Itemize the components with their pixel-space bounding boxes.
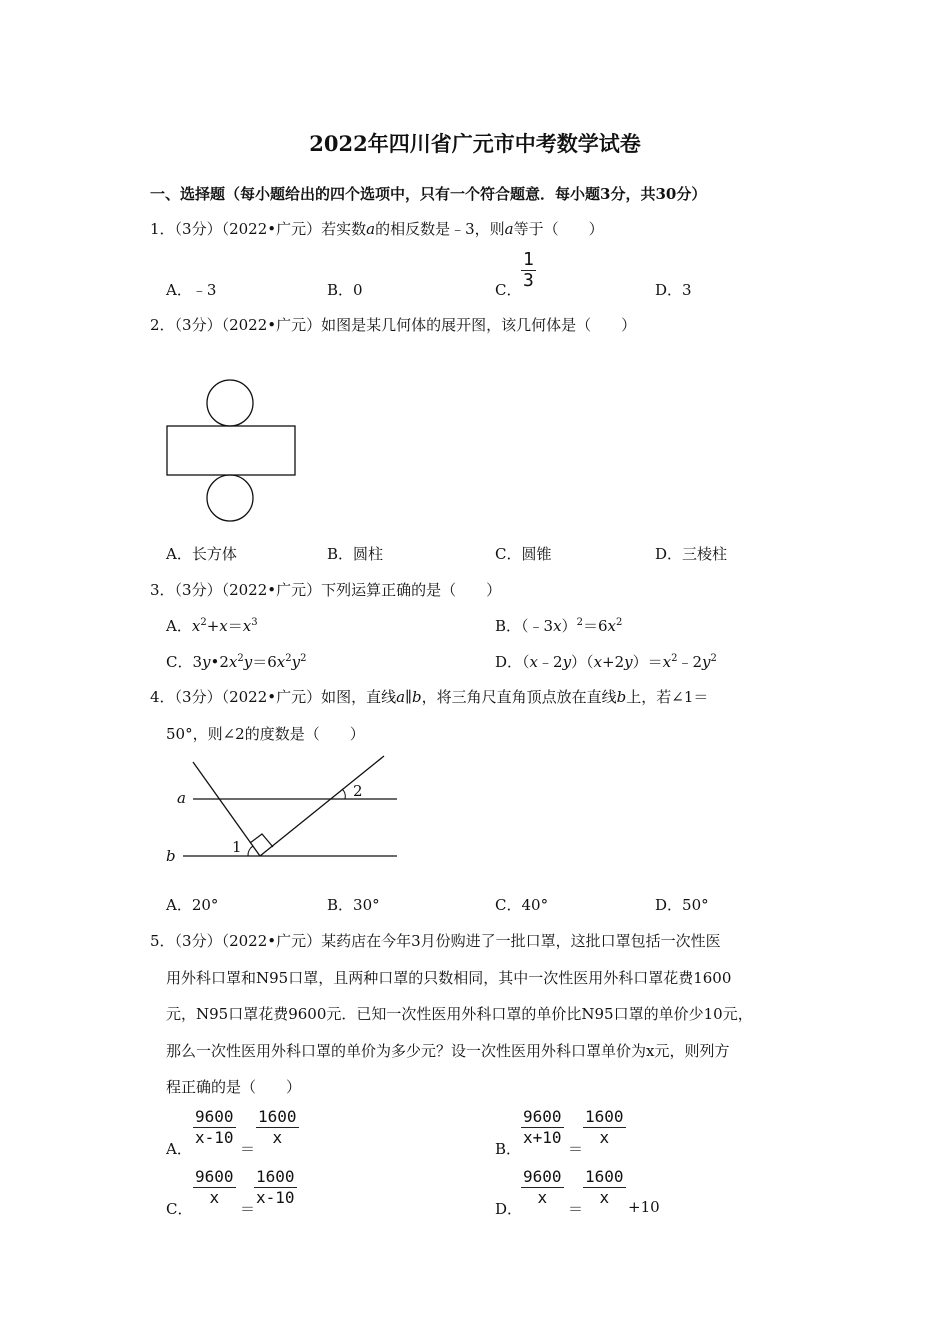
q3-option-a: A．$x^2+x=x^3$ [166,617,258,635]
fraction-denominator: x [537,1188,548,1207]
q2-option-d: D．三棱柱 [655,545,728,563]
fraction-numerator: 9600 [195,1167,234,1186]
q4-option-d: D．50° [655,896,709,914]
q5-a-left-fraction [193,1107,236,1148]
label-angle-2: 2 [353,782,363,800]
q2-option-a: A．长方体 [166,545,237,563]
q1-text: 若实数 [321,220,367,238]
q5-text-line2: 用外科口罩和N95口罩，且两种口罩的只数相同，其中一次性医用外科口罩花费1600 [166,969,732,987]
fraction-numerator: 1600 [585,1107,624,1126]
q5-d-left-fraction [521,1167,564,1208]
plus-ten: +10 [628,1198,660,1216]
fraction-numerator: 1 [523,249,534,270]
q1-var: a [366,220,376,238]
label-angle-1: 1 [232,838,242,856]
section-heading: 一、选择题（每小题给出的四个选项中，只有一个符合题意．每小题3分，共30分） [150,185,707,203]
equals-sign: ＝ [240,1200,256,1218]
q4-number: 4． [150,688,175,706]
triangle-right-side [260,756,384,856]
q4-option-a: A．20° [166,896,219,914]
q1-text: 的相反数是﹣3，则 [375,220,505,238]
fraction-numerator: 1600 [585,1167,624,1186]
q1-meta: （3分）（2022•广元） [174,220,322,238]
q2-number: 2． [150,316,175,334]
q1-option-d: D．3 [655,281,692,299]
q5-text-line5: 程正确的是（ ） [166,1078,302,1096]
option-label: B． [495,617,522,635]
q2-text: 如图是某几何体的展开图，该几何体是（ ） [321,316,637,334]
fraction-denominator: x+10 [523,1128,562,1147]
q5-b-right-fraction [583,1107,626,1148]
question-5 [150,930,721,951]
fraction-denominator: x [599,1128,610,1147]
fraction-numerator: 9600 [523,1167,562,1186]
q5-text: 某药店在今年3月份购进了一批口罩，这批口罩包括一次性医 [321,932,721,950]
q3-meta: （3分）（2022•广元） [174,581,322,599]
fraction-denominator: x [272,1128,283,1147]
triangle-left-side [193,762,260,856]
q3-option-b: B．$(﹣3x)^2=6x^2$ [495,617,623,635]
q4-text: 上，若∠1＝ [626,688,709,706]
fraction-numerator: 9600 [195,1107,234,1126]
fraction-denominator: x [209,1188,220,1207]
q4-text: 如图，直线 [321,688,397,706]
q5-text-line3: 元，N95口罩花费9600元．已知一次性医用外科口罩的单价比N95口罩的单价少10元， [166,1005,753,1023]
equals-sign: ＝ [240,1140,256,1158]
option-label: D． [495,653,523,671]
q1-var: a [504,220,514,238]
option-label: C． [166,653,193,671]
q5-text-line4: 那么一次性医用外科口罩的单价为多少元？设一次性医用外科口罩单价为x元，则列方 [166,1042,730,1060]
fraction-numerator: 9600 [523,1107,562,1126]
q1-number: 1． [150,220,175,238]
q4-text: ，将三角尺直角顶点放在直线 [421,688,617,706]
q4-text-line2: 50°，则∠2的度数是（ ） [166,725,365,743]
fraction-denominator: x-10 [195,1128,234,1147]
equals-sign: ＝ [568,1200,584,1218]
q1-option-a: A．﹣3 [166,281,217,299]
q1-option-b: B．0 [327,281,363,299]
q4-option-c: C．40° [495,896,549,914]
q5-c-left-fraction [193,1167,236,1208]
q5-meta: （3分）（2022•广元） [174,932,322,950]
q5-option-a-label: A． [166,1140,192,1158]
fraction-numerator: 1600 [258,1107,297,1126]
q5-number: 5． [150,932,175,950]
question-4: 4．（3分）（2022•广元）如图，直线a∥b，将三角尺直角顶点放在直线b上，若∠1＝ [150,688,709,706]
q3-option-c: C．$3y•2x^2y=6x^2y^2$ [166,653,307,671]
q5-option-c-label: C． [166,1200,193,1218]
q5-a-right-fraction [256,1107,299,1148]
q5-c-right-fraction [254,1167,297,1208]
q1-option-c-label: C． [495,281,522,299]
q5-option-d-label: D． [495,1200,523,1218]
angle-2-arc [342,789,345,799]
fraction-numerator: 1600 [256,1167,295,1186]
fraction-denominator: x [599,1188,610,1207]
label-b: b [166,847,176,865]
q4-option-b: B．30° [327,896,380,914]
q2-option-b: B．圆柱 [327,545,384,563]
q4-meta: （3分）（2022•广元） [174,688,322,706]
q3-number: 3． [150,581,175,599]
label-a: a [177,789,186,807]
q5-b-left-fraction [521,1107,564,1148]
q5-d-right-fraction [583,1167,626,1208]
right-angle-mark [250,834,273,847]
q1-text: 等于（ ） [513,220,604,238]
q3-text: 下列运算正确的是（ ） [321,581,502,599]
q5-option-b-label: B． [495,1140,522,1158]
q2-option-c: C．圆锥 [495,545,552,563]
equals-sign: ＝ [568,1140,584,1158]
option-label: A． [166,617,192,635]
angle-1-arc [248,846,253,856]
fraction-denominator: 3 [523,270,534,291]
fraction-denominator: x-10 [256,1188,295,1207]
q2-meta: （3分）（2022•广元） [174,316,322,334]
q3-option-d: D．$(x﹣2y)(x+2y)=x^2﹣2y^2$ [495,653,717,671]
page-title: 2022年四川省广元市中考数学试卷 [309,131,641,156]
